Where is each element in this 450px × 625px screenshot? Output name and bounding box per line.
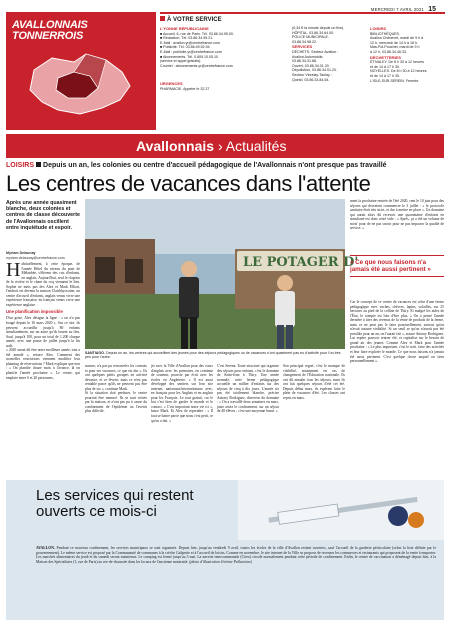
secondary-article-photo (238, 480, 444, 540)
service-column-2: (0,34 € la minute depuis un fixe). HÔPITAL. 03.86.34.64.00. POLICE MUNICIPALE. 03.86.34.98.22. SERVICES DÉCHETS. Secteur Avallon : Avallon Automobile, 03.86.34.31.88. Ouvert, 03.86.34.01.20. Dépollution, 03.86.34.01.20. Secteur Vézelay-Tanlay : Quetzl, 03.86.33.84.54. (292, 26, 345, 82)
photo-illustration (85, 199, 359, 349)
region-title: AVALLONNAIS TONNERROIS (12, 19, 88, 42)
photo-sign-text: LE POTAGER D' (243, 255, 359, 270)
article-column-5: Son principal regret, c'est le manque de visibilité, notamment en cas de changement de l'Éducation nationale. Ils ont dû annuler tous les séjours, mais ils ont fait quelques séjours d'été cet été. Depuis début mars, ils espèrent faire le plein de vacances d'été. Les classes ont repris en mars. (283, 364, 345, 400)
chevron-right-icon: › (217, 138, 223, 154)
service-heading: À VOTRE SERVICE (160, 16, 445, 25)
article-kicker: LOISIRS Depuis un an, les colonies ou centre d'accueil pédagogique de l'Avallonnais n'ont presque pas travaillé (6, 162, 387, 169)
article-column-6: ment la prochaine rentrée de l'été 2020, cent le 10 juin pour des séjours qui devraient commencer le 3 juillet : « le protocole sanitaire était très strict, et dur à mettre en place ». Un domaine qui aurait alors dû recevoir une quarantaine d'enfants en simultané est donc resté vide : « Après, ça a été un volume de mots' pour de ne pas savoir pour ne pas impacter la qualité de service. » (350, 199, 444, 231)
header-strip (6, 5, 444, 11)
secondary-article-title: Les services qui restent ouverts ce mois-ci (36, 487, 194, 520)
photo-caption: SANTIAGO. Depuis un an, les centres qui accueillent des jeunes pour des séjours pédagogiques ou de vacances n'ont quasiment pas eu d'activité pour l'un très peu pour l'autre. (85, 351, 341, 360)
secondary-article (6, 480, 444, 620)
article-standfirst: Après une année quasiment blanche, deux colonies et centres de classe découverte de l'Avallonnais oscillent entre inquiétude et espoir. (6, 200, 80, 231)
service-column-1: L'YONNE RÉPUBLICAINE ■ Accueil. 6, rue de Paris. Tél. 03.86.34.95.00. ■ Rédaction. Tél. 03.86.34.95.21. E-Mail : avallon.yr@centrefrance.com ■ Publicité. Tél. 03.86.49.52.94 E-Mail : publicite.yr@centrefrance.com ■ Abonnements. Tél. 0.809.10.05.10 (service et appel gratuits). Courriel : abonnements.yr@centrefrance.com URGENCES PHARMACIE. Appeler le 32.37 (160, 26, 234, 91)
page-number: 15 (428, 6, 436, 13)
section-banner (6, 134, 444, 158)
article-column-3: jet avec la Ville d'Avallon pour des cours d'anglais avec les primaires, en continue de soutenir, pouvoir par écrit avec les écoles en Angleterre. « Il est aussi développé des sentiers sur leur site internet, nationaux/internationaux avec, en français pour les Anglais et en anglais pour les Français. Le tout gratuit, car le but c'est bien de garder le monde et le contact. « C'est important notre vie ici », lance Mark. Et Alex de reprendre : « Il faut se battre parce que nous c'est petit, ce qu'on a fait. » (151, 364, 213, 423)
service-column-3: LOISIRS BIBLIOTHÈQUES. Avallon Chénevet, mardi de 9 h à 12 h, mercredi de 14 h à 18 h. Mas-Pol-Pouchet, mardi de 9 h à 12 h, 03.86.34.46.33. DÉCHETTERIES ÉTIVALEY. De 8 h 30 à 12 heures et de 14 à 17 h 30. NOYELLES. De 8 h 30 à 12 heures et de 14 à 17 h 30. L'ISLE-SUR-SEREIN. Fermée. (370, 26, 427, 83)
article-column-4: C'est Serena. Toute structure qui organise des séjours pour enfants, c'est le domaine de Saint-Jean à Thiry. Une année normale, cette ferme pédagogique accueille un millier d'enfants sur des séjours de cinq à dix jours. L'année n'a pas été totalement blanche, précise Antony Rodriguez, directeur du domaine : « On a travaillé deux semaines en mars, juste assez le confinement, sur un séjour de 40 élèves ; c'est une moyenne basse. » (217, 364, 279, 414)
drop-cap: H (6, 259, 21, 281)
syringe-photo-icon (238, 480, 444, 540)
issue-date: MERCREDI 7 AVRIL 2021 (370, 7, 424, 12)
region-block (6, 12, 156, 130)
article-subhead: Une planification impossible (6, 309, 63, 315)
section-banner-title: Avallonnais › Actualités (136, 138, 287, 154)
pull-quote: « Ce que nous faisons n'a jamais été aussi pertinent » (350, 255, 444, 277)
article-column-2: sonnes, n'a pas pu renouveler les contrats et pour ses vacances, ce que est dur ». Ils ont quelques petits groupes en activité devance, et ce février, mais ce n'est pas rentable parce qu'ils ne peuvent pas être plus de six », continue Mark. Si la situation doit perdurer, le centre pourrait être menacé. Ils se sont retirés par la maison, et n'ont pas pu à cause du confinement de l'épidémie ou l'avenir plus difficile. (85, 364, 147, 414)
article-column-1: Habituellement, à cette époque, de l'année Hôtel du niveau du pont de Mélanbée, s'élèvent des cris d'enfants, en anglais. Aujourd'hui, seul le clapotis de la rivière et le chant du coq viennent le lieu. Sophie ne mets pas des Alex et Mark Elliott, l'endroit est devenu la maison Clairbhyocaine, un centre d'accueil d'enfants, anglais venus vivre une expérience française, en français venus vivre une expérience anglaise. Une planification impossible D'un geste, Alex désigne la ligne : « on n'a pas bougé depuis le 16 mars 2020 ». Sur ce site, ils peuvent accueillir jusqu'à 80 enfants simultanément, sur un autre qu'ils louent au lieu. Sauf, jusqu'à 100, pour un total de 1.200 chaque année, avec une pause de juillet jusqu'à la fin août. « 2020 aurait dû être notre meilleure année, tout a été annulé », retrace Alex. Comment des nouvelles restrictions viennent modifier leur planning de réservations ? Mark explique que non : « On planifie douze mois à l'avance, là on planifie l'année prochaine ». Le centre, qui emploie entre 6 et 20 personnes, (6, 259, 80, 380)
secondary-article-body: AVALLON. Pendant ce nouveau confinement, les services municipaux se sont organisés. Depuis hier, jusqu'au vendredi 9 avril, toutes les écoles de la ville d'Avallon restent ouvertes, sauf l'accueil de la garderie périscolaire (selon la liste définie par le gouvernement). Le même service est proposé par la Communauté de communes à la crèche Galipette et à l'accueil de loisirs. Comme en novembre, le site internet de la Ville se propose de recenser les commerces et restaurants qui proposent de la vente à emporter. Les marchés alimentaires du jeudi et du samedi seront maintenus. Le camping est fermé jusqu'au 3 mai. La navette intercommunale (Citea) circule normalement pendant cette période de confinement. Enfin, le centre de vaccination a déménagé depuis hier, à la Maison des Spécialistes (1, rue de Paris) au rez-de-chaussée dans les locaux de l'ancienne maternité. (photo d'illustration Jérémie Pallavicine) (36, 546, 437, 565)
region-map-icon (14, 48, 146, 124)
article-photo (85, 199, 359, 349)
article-headline: Les centres de vacances dans l'attente (6, 171, 371, 196)
service-box (160, 12, 445, 132)
article-byline: Myriam Delaunay myriam.delaunay@centrefrance.com (6, 251, 65, 260)
article-column-6-continued: Car le concept de ce centre de vacances est celui d'une ferme pédagogique avec vaches, chèvres, lapins, volailles, sur 25 hectares au pied de la colline de Thiry. Et malgré les aides de l'État, le compte est loin d'être plus. « On a pensé l'année dernière à tirer des revenus de la vente de produits de la ferme, mais ce ne peut pas le faire ponctuellement, surtout qu'on n'avait aucune visibilité. Si un seuil se qu'on n'aurait pas été possible pour un an, on l'aurait fait », assure Antony Rodriguez. Lui espère pouvoir rentrer été, et capitalise sur le besoin de grand air des jeunes. Comme Alex et Mark pour l'année prochaine : « Le plus important, c'est le trait, faire des activités et leur faire explorer le monde. Ce que nous faisons n'a jamais été aussi pertinent. C'est quelque chose auquel on tient personnellement ». (350, 300, 444, 364)
